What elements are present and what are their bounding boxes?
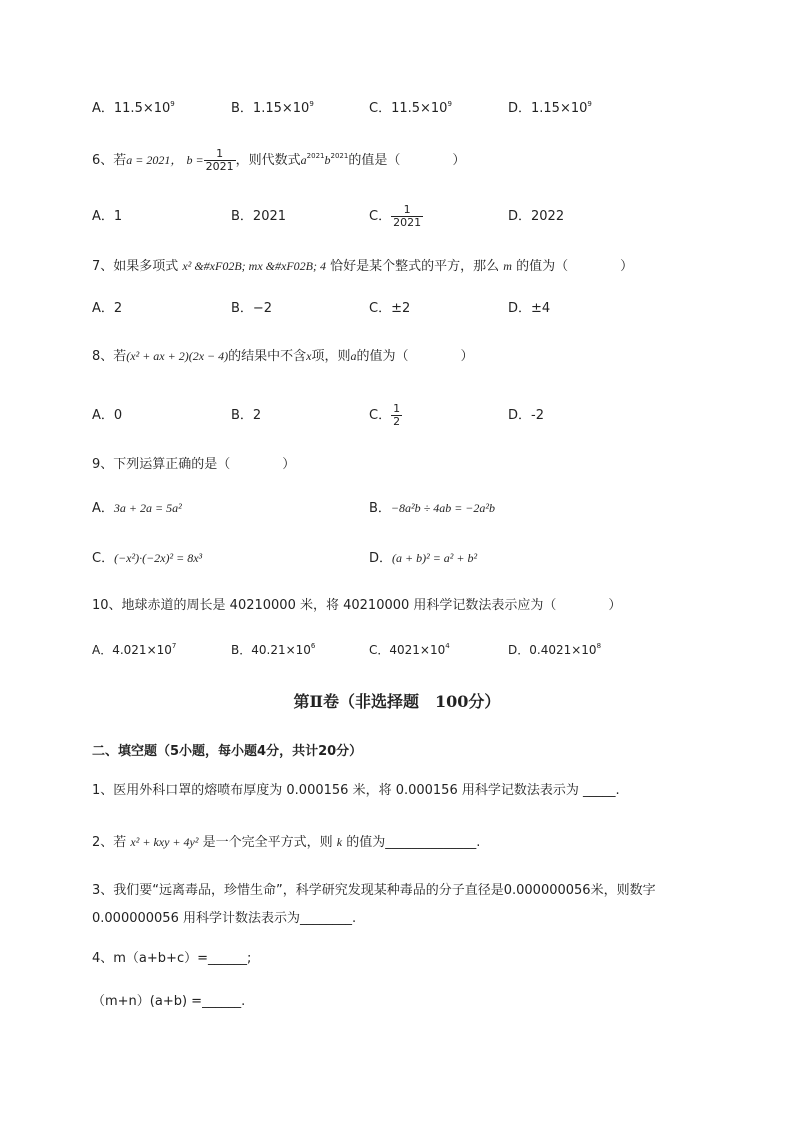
q10-option-d [508, 642, 601, 660]
q8-option-c-fraction [391, 403, 402, 428]
q5-option-a [92, 101, 175, 118]
q6-mid: ，则代数式 [235, 153, 301, 168]
fill-q2-prefix: 2、若 [92, 835, 127, 850]
q7-stem [92, 258, 633, 275]
q6-suffix: 的值是（ ） [348, 153, 466, 168]
q5-option-c [369, 101, 452, 118]
q6-expr-a: a [300, 153, 307, 167]
q5-option-b [231, 101, 314, 118]
q9-option-d-expr: (a + b)² = a² + b² [392, 551, 478, 565]
q8-option-c-den: 2 [393, 415, 401, 428]
q5-option-a-exp: 9 [170, 100, 175, 108]
q8-option-a: A．0 [92, 408, 123, 423]
q6-b-num: 1 [204, 148, 236, 161]
fill-q1: 1、医用外科口罩的熔喷布厚度为 0.000156 米，将 0.000156 用科学记数法表示为 _____. [92, 783, 620, 798]
q6-prefix: 6、若 [92, 153, 127, 168]
q10-option-c-exp: 4 [445, 642, 450, 650]
q9-option-a [92, 500, 182, 517]
q8-option-c-label: C． [369, 408, 392, 423]
q10-stem: 10、地球赤道的周长是 40210000 米，将 40210000 用科学记数法表示应为（ ） [92, 598, 622, 613]
q6-option-c-den: 2021 [393, 216, 422, 229]
q10-option-a-text: A．4.021×10 [92, 643, 172, 657]
q9-option-a-label: A． [92, 501, 114, 516]
q9-option-a-expr: 3a + 2a = 5a² [113, 501, 182, 515]
q8-option-c [369, 400, 402, 432]
q9-stem: 9、下列运算正确的是（ ） [92, 457, 296, 472]
q8-var-x: x [306, 349, 312, 363]
q9-option-d [369, 550, 477, 567]
q10-option-a [92, 642, 176, 660]
q6-option-c-num: 1 [391, 204, 423, 217]
q6-expr-b-exp: 2021 [330, 152, 349, 160]
q6-a-expr: a = 2021， [126, 153, 183, 167]
q10-option-d-text: D．0.4021×10 [508, 643, 597, 657]
q10-option-a-exp: 7 [171, 642, 177, 650]
q7-expr: x² &#xF02B; mx &#xF02B; 4 [182, 259, 326, 273]
q7-option-a: A．2 [92, 301, 123, 316]
q9-option-b-label: B． [369, 501, 391, 516]
q8-mid: 的结果中不含 [228, 349, 307, 364]
q5-option-b-text: B．1.15×10 [231, 101, 310, 116]
q10-option-b [231, 642, 315, 660]
q6-option-a: A．1 [92, 209, 123, 224]
q5-option-d-text: D．1.15×10 [508, 101, 588, 116]
q10-option-b-text: B．40.21×10 [231, 643, 311, 657]
q9-option-b [369, 500, 495, 517]
q8-option-d: D．-2 [508, 408, 544, 423]
q8-option-b: B．2 [231, 408, 262, 423]
q10-option-c [369, 642, 450, 660]
q5-option-d [508, 101, 592, 118]
q6-b-den: 2021 [205, 160, 234, 173]
q7-option-d: D．±4 [508, 301, 551, 316]
q8-stem [92, 348, 474, 365]
q7-var: m [503, 259, 512, 273]
q8-suffix: 的值为（ ） [356, 349, 474, 364]
q6-option-c-label: C． [369, 209, 392, 224]
q5-option-c-text: C．11.5×10 [369, 101, 448, 116]
fill-q3-line2: 0.000000056 用科学计数法表示为________. [92, 911, 357, 926]
fill-q2-mid: 是一个完全平方式，则 [202, 835, 333, 850]
q10-option-c-text: C．4021×10 [369, 643, 446, 657]
fill-q4-line2: （m+n）(a+b) =______. [92, 994, 246, 1009]
q8-var-a: a [350, 349, 357, 363]
q6-option-d: D．2022 [508, 209, 565, 224]
fill-q2 [92, 834, 480, 851]
q8-option-c-num: 1 [393, 402, 401, 415]
q6-expr-a-exp: 2021 [306, 152, 325, 160]
q6-b-lhs: b = [186, 153, 204, 167]
q10-option-d-exp: 8 [596, 642, 602, 650]
fill-q2-suffix: 的值为______________. [346, 835, 481, 850]
q7-suffix: 恰好是某个整式的平方，那么 [330, 259, 500, 274]
q6-stem [92, 146, 465, 176]
q5-option-d-exp: 9 [587, 100, 592, 108]
q9-option-c-label: C． [92, 551, 115, 566]
q7-prefix: 7、如果多项式 [92, 259, 179, 274]
q6-option-c-fraction [391, 204, 423, 229]
q6-expr-b: b [324, 153, 331, 167]
q5-option-a-text: A．11.5×10 [92, 101, 171, 116]
part-title: 二、填空题（5小题，每小题4分，共计20分） [92, 744, 363, 759]
q8-prefix: 8、若 [92, 349, 127, 364]
fill-q2-expr: x² + kxy + 4y² [130, 835, 199, 849]
q9-option-c [92, 550, 202, 567]
fill-q3-line1: 3、我们要“远离毒品，珍惜生命”，科学研究发现某种毒品的分子直径是0.000000056米，则数字 [92, 883, 656, 898]
q5-option-b-exp: 9 [309, 100, 314, 108]
q6-b-fraction [204, 148, 236, 173]
q7-option-b: B．−2 [231, 301, 273, 316]
q9-option-d-label: D． [369, 551, 393, 566]
q5-option-c-exp: 9 [447, 100, 452, 108]
q9-option-c-expr: (−x²)·(−2x)² = 8x³ [114, 551, 203, 565]
section-title: 第Ⅱ卷（非选择题 100分） [293, 692, 501, 711]
q6-option-c [369, 200, 423, 234]
q9-option-b-expr: −8a²b ÷ 4ab = −2a²b [390, 501, 495, 515]
q8-expr: (x² + ax + 2)(2x − 4) [126, 349, 229, 363]
fill-q2-var: k [336, 835, 343, 849]
q7-suffix2: 的值为（ ） [516, 259, 634, 274]
q7-option-c: C．±2 [369, 301, 411, 316]
q6-option-b: B．2021 [231, 209, 287, 224]
q8-mid2: 项，则 [311, 349, 351, 364]
fill-q4-line1: 4、m（a+b+c）=______; [92, 951, 252, 966]
q10-option-b-exp: 6 [310, 642, 316, 650]
